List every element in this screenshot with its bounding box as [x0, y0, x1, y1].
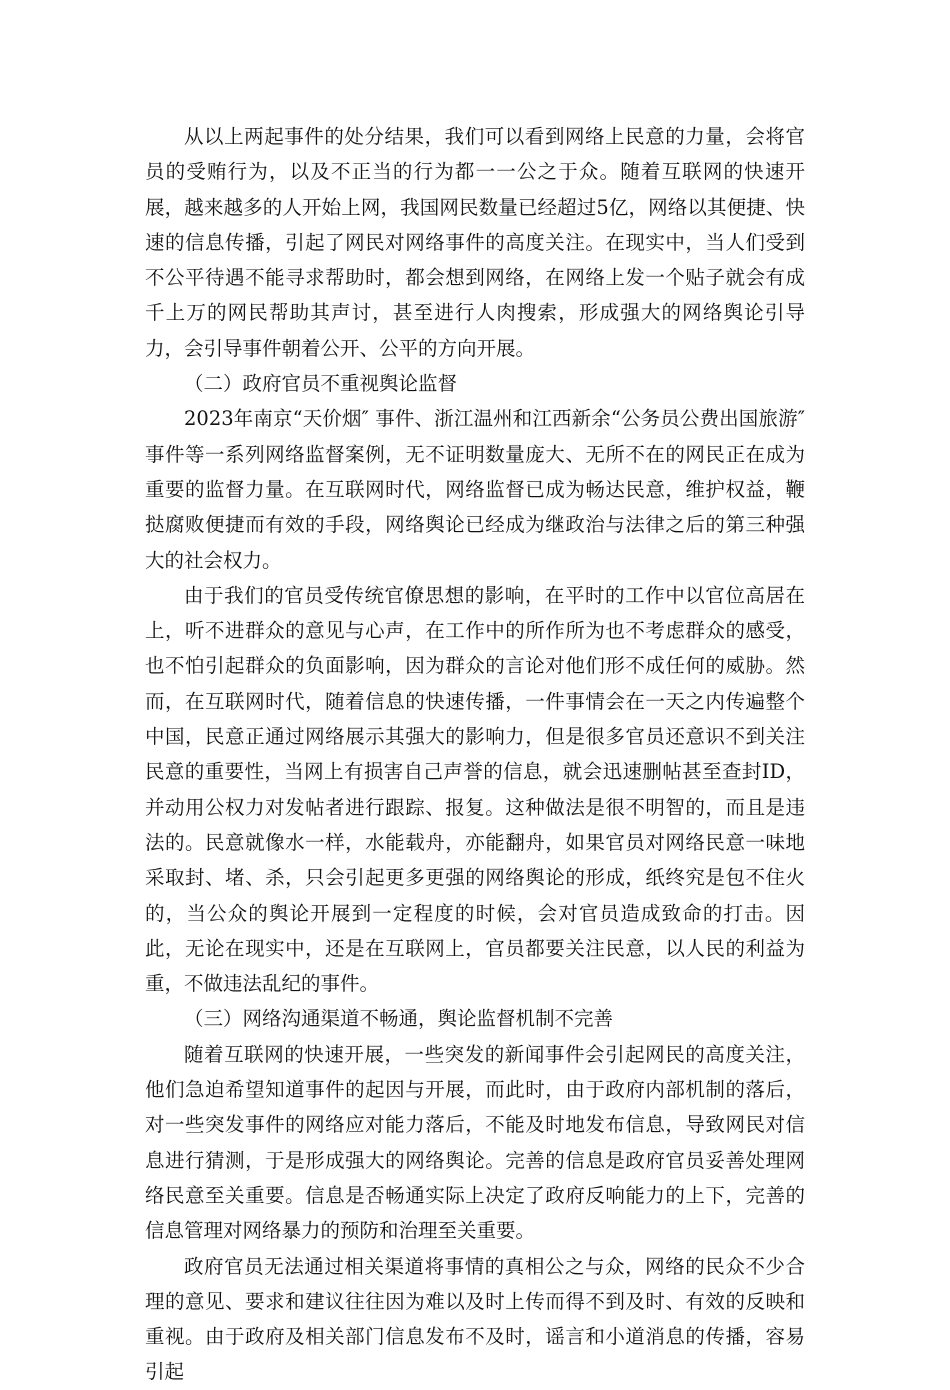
paragraph-officials-attitude: 由于我们的官员受传统官僚思想的影响，在平时的工作中以官位高居在上，听不进群众的意见与心声，在工作中的所作所为也不考虑群众的感受，也不怕引起群众的负面影响，因为群众的言论对他们形不成任何的威胁。然而，在互联网时代，随着信息的快速传播，一件事情会在一天之内传遍整个中国，民意正通过网络展示其强大的影响力，但是很多官员还意识不到关注民意的重要性，当网上有损害自己声誉的信息，就会迅速删帖甚至查封ID，并动用公权力对发帖者进行跟踪、报复。这种做法是很不明智的，而且是违法的。民意就像水一样，水能载舟，亦能翻舟，如果官员对网络民意一味地采取封、堵、杀，只会引起更多更强的网络舆论的形成，纸终究是包不住火的，当公众的舆论开展到一定程度的时候，会对官员造成致命的打击。因此，无论在现实中，还是在互联网上，官员都要关注民意，以人民的利益为重，不做违法乱纪的事件。 [145, 583, 805, 996]
paragraph-online-opinion-power: 从以上两起事件的处分结果，我们可以看到网络上民意的力量，会将官员的受贿行为，以及不正当的行为都一一公之于众。随着互联网的快速开展，越来越多的人开始上网，我国网民数量已经超过5亿，网络以其便捷、快速的信息传播，引起了网民对网络事件的高度关注。在现实中，当人们受到不公平待遇不能寻求帮助时，都会想到网络，在网络上发一个贴子就会有成千上万的网民帮助其声讨，甚至进行人肉搜索，形成强大的网络舆论引导力，会引导事件朝着公开、公平的方向开展。 [145, 125, 805, 360]
section-heading-3: （三）网络沟通渠道不畅通，舆论监督机制不完善 [184, 1007, 614, 1031]
paragraph-information-release: 政府官员无法通过相关渠道将事情的真相公之与众，网络的民众不少合理的意见、要求和建议往往因为难以及时上传而得不到及时、有效的反映和重视。由于政府及相关部门信息发布不及时，谣言和小道消息的传播，容易引起 [145, 1254, 805, 1384]
document-body [145, 119, 805, 1390]
paragraph-supervision-cases: 2023年南京“天价烟″ 事件、浙江温州和江西新余“公务员公费出国旅游″ 事件等一系列网络监督案例，无不证明数量庞大、无所不在的网民正在成为重要的监督力量。在互联网时代，网络监督已成为畅达民意，维护权益，鞭挞腐败便捷而有效的手段，网络舆论已经成为继政治与法律之后的第三种强大的社会权力。 [145, 407, 805, 572]
paragraph-communication-channels: 随着互联网的快速开展，一些突发的新闻事件会引起网民的高度关注，他们急迫希望知道事件的起因与开展，而此时，由于政府内部机制的落后，对一些突发事件的网络应对能力落后，不能及时地发布信息，导致网民对信息进行猜测，于是形成强大的网络舆论。完善的信息是政府官员妥善处理网络民意至关重要。信息是否畅通实际上决定了政府反响能力的上下，完善的信息管理对网络暴力的预防和治理至关重要。 [145, 1042, 805, 1243]
section-heading-2: （二）政府官员不重视舆论监督 [184, 372, 458, 396]
